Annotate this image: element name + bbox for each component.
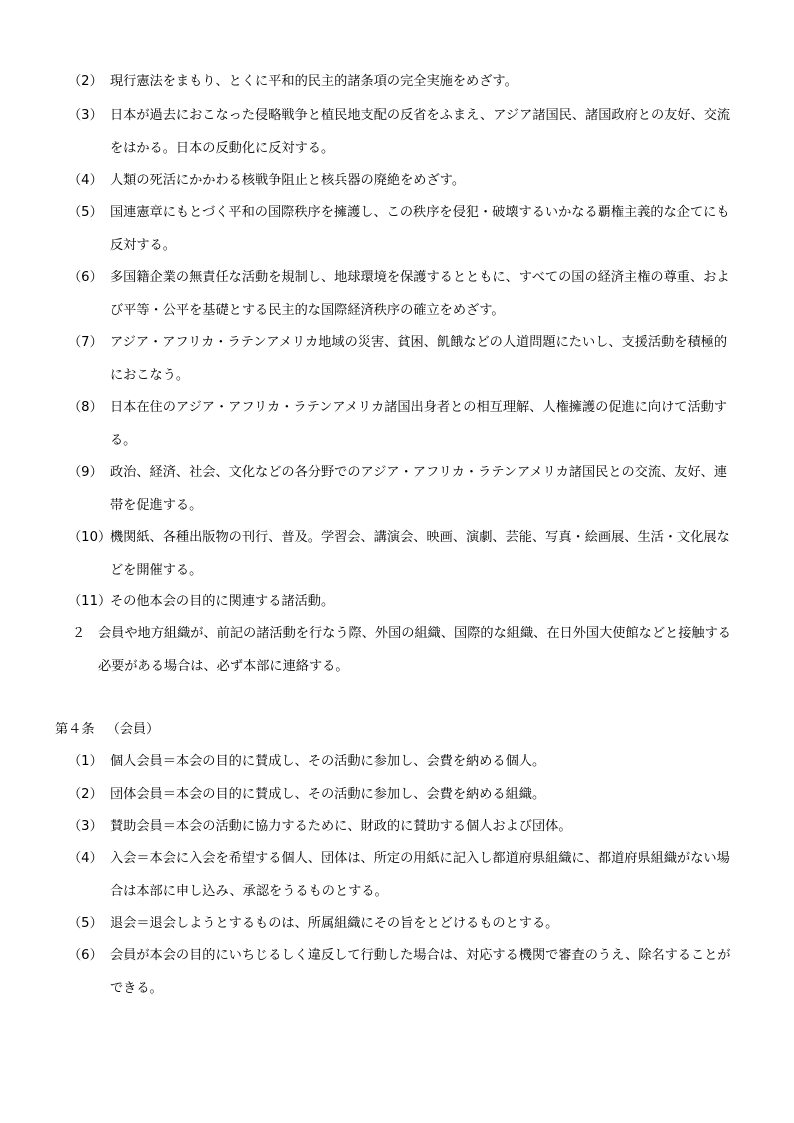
article-4-heading xyxy=(55,714,159,747)
item-number: （3） xyxy=(68,819,103,834)
item-text: 団体会員＝本会の目的に賛成し、その活動に参加し、会費を納める組織。 xyxy=(110,787,546,802)
member-item-1 xyxy=(68,746,740,779)
member-item-3 xyxy=(68,811,740,844)
member-item-6 xyxy=(68,940,740,1005)
item-text: 国連憲章にもとづく平和の国際秩序を擁護し、この秩序を侵犯・破壊するいかなる覇権主義的な企てにも反対する。 xyxy=(110,205,730,253)
activity-item-10 xyxy=(68,522,740,587)
paragraph-text: 会員や地方組織が、前記の諸活動を行なう際、外国の組織、国際的な組織、在日外国大使館などと接触する必要がある場合は、必ず本部に連絡する。 xyxy=(98,626,731,674)
item-number: （9） xyxy=(68,465,103,480)
section3-paragraph-2 xyxy=(72,618,744,683)
item-number: （4） xyxy=(68,173,103,188)
activity-item-4 xyxy=(68,165,740,198)
item-text: 日本在住のアジア・アフリカ・ラテンアメリカ諸国出身者との相互理解、人権擁護の促進に向けて活動する。 xyxy=(110,400,728,448)
item-text: 個人会員＝本会の目的に賛成し、その活動に参加し、会費を納める個人。 xyxy=(110,754,546,769)
item-number: （4） xyxy=(68,851,103,866)
item-text: 現行憲法をまもり、とくに平和的民主的諸条項の完全実施をめざす。 xyxy=(110,74,518,89)
item-number: （6） xyxy=(68,270,103,285)
item-text: 賛助会員＝本会の活動に協力するために、財政的に賛助する個人および団体。 xyxy=(110,819,572,834)
item-text: 機関紙、各種出版物の刊行、普及。学習会、講演会、映画、演劇、芸能、写真・絵画展、生活・文化展などを開催する。 xyxy=(110,530,730,578)
paragraph-number: ２ xyxy=(72,626,86,641)
activity-item-5 xyxy=(68,197,740,262)
item-number: （7） xyxy=(68,335,103,350)
activity-item-2 xyxy=(68,66,740,99)
item-text: 人類の死活にかかわる核戦争阻止と核兵器の廃絶をめざす。 xyxy=(110,173,466,188)
member-item-4 xyxy=(68,843,740,908)
item-text: 多国籍企業の無責任な活動を規制し、地球環境を保護するとともに、すべての国の経済主権の尊重、および平等・公平を基礎とする民主的な国際経済秩序の確立をめざす。 xyxy=(110,270,730,318)
item-number: （6） xyxy=(68,948,103,963)
item-number: （11） xyxy=(68,594,112,609)
activity-item-11 xyxy=(68,586,740,619)
article-4-title: （会員） xyxy=(106,722,160,737)
article-4-label: 第４条 xyxy=(55,722,95,737)
activity-item-7 xyxy=(68,327,740,392)
member-item-2 xyxy=(68,779,740,812)
item-text: 日本が過去におこなった侵略戦争と植民地支配の反省をふまえ、アジア諸国民、諸国政府との友好、交流をはかる。日本の反動化に反対する。 xyxy=(110,108,731,156)
item-number: （3） xyxy=(68,108,103,123)
item-number: （2） xyxy=(68,74,103,89)
item-text: その他本会の目的に関連する諸活動。 xyxy=(110,594,335,609)
item-number: （8） xyxy=(68,400,103,415)
item-number: （2） xyxy=(68,787,103,802)
activity-item-3 xyxy=(68,100,740,165)
item-number: （5） xyxy=(68,916,103,931)
item-text: 退会＝退会しようとするものは、所属組織にその旨をとどけるものとする。 xyxy=(110,916,559,931)
item-number: （5） xyxy=(68,205,103,220)
member-item-5 xyxy=(68,908,740,941)
item-number: （1） xyxy=(68,754,103,769)
item-text: 政治、経済、社会、文化などの各分野でのアジア・アフリカ・ラテンアメリカ諸国民との交流、友好、連帯を促進する。 xyxy=(110,465,728,513)
activity-item-9 xyxy=(68,457,740,522)
item-text: アジア・アフリカ・ラテンアメリカ地域の災害、貧困、飢餓などの人道問題にたいし、支援活動を積極的におこなう。 xyxy=(110,335,728,383)
item-text: 会員が本会の目的にいちじるしく違反して行動した場合は、対応する機関で審査のうえ、除名することができる。 xyxy=(110,948,731,996)
item-text: 入会＝本会に入会を希望する個人、団体は、所定の用紙に記入し都道府県組織に、都道府県組織がない場合は本部に申し込み、承認をうるものとする。 xyxy=(110,851,730,899)
activity-item-8 xyxy=(68,392,740,457)
item-number: （10） xyxy=(68,530,112,545)
activity-item-6 xyxy=(68,262,740,327)
